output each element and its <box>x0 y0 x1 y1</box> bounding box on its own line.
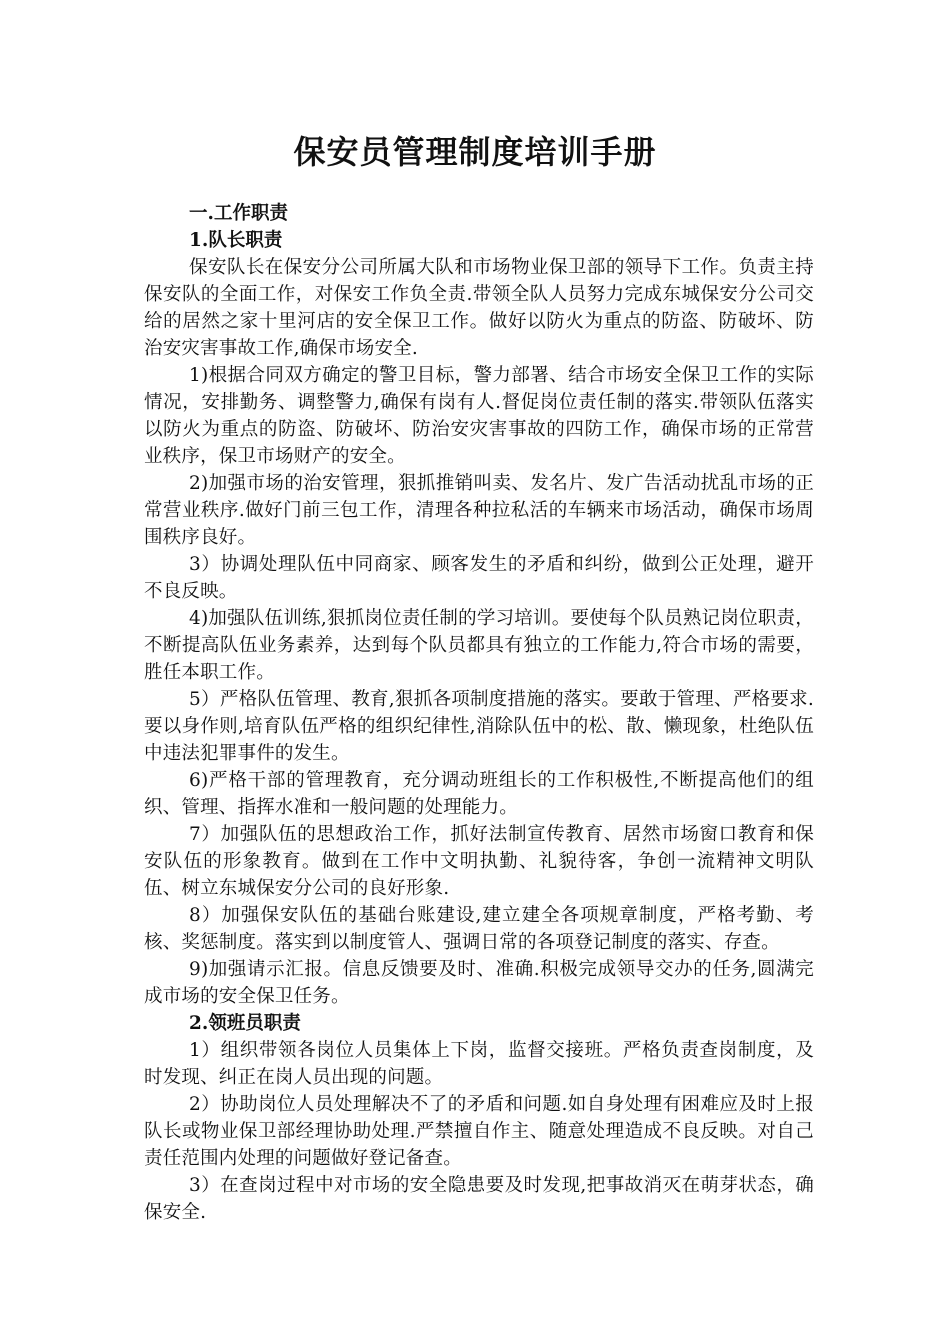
paragraph: 2）协助岗位人员处理解决不了的矛盾和问题.如自身处理有困难应及时上报队长或物业保卫部经理协助处理.严禁擅自作主、随意处理造成不良反映。对自己责任范围内处理的问题做好登记备查。 <box>144 1094 814 1169</box>
paragraph: 9)加强请示汇报。信息反馈要及时、准确.积极完成领导交办的任务,圆满完成市场的安全保卫任务。 <box>144 959 814 1007</box>
paragraph: 4)加强队伍训练,狠抓岗位责任制的学习培训。要使每个队员熟记岗位职责，不断提高队伍业务素养，达到每个队员都具有独立的工作能力,符合市场的需要，胜任本职工作。 <box>144 608 814 683</box>
paragraph: 保安队长在保安分公司所属大队和市场物业保卫部的领导下工作。负责主持保安队的全面工作，对保安工作负全责.带领全队人员努力完成东城保安分公司交给的居然之家十里河店的安全保卫工作。做好以防火为重点的防盗、防破坏、防治安灾害事故工作,确保市场安全. <box>144 257 814 359</box>
paragraph: 6)严格干部的管理教育，充分调动班组长的工作积极性,不断提高他们的组织、管理、指挥水准和一般问题的处理能力。 <box>144 770 814 818</box>
paragraph: 5）严格队伍管理、教育,狠抓各项制度措施的落实。要敢于管理、严格要求.要以身作则,培育队伍严格的组织纪律性,消除队伍中的松、散、懒现象，杜绝队伍中违法犯罪事件的发生。 <box>144 689 814 764</box>
subsection-heading: 2.领班员职责 <box>189 1013 301 1034</box>
section-heading: 一.工作职责 <box>189 203 288 224</box>
page-title: 保安员管理制度培训手册 <box>293 133 657 171</box>
paragraph: 1)根据合同双方确定的警卫目标，警力部署、结合市场安全保卫工作的实际情况，安排勤务、调整警力,确保有岗有人.督促岗位责任制的落实.带领队伍落实以防火为重点的防盗、防破坏、防治安灾害事故的四防工作，确保市场的正常营业秩序，保卫市场财产的安全。 <box>144 365 814 467</box>
subsection-heading: 1.队长职责 <box>189 230 283 251</box>
paragraph: 3）协调处理队伍中同商家、顾客发生的矛盾和纠纷，做到公正处理，避开不良反映。 <box>144 554 814 602</box>
document-body <box>144 200 814 1226</box>
paragraph: 8）加强保安队伍的基础台账建设,建立建全各项规章制度，严格考勤、考核、奖惩制度。落实到以制度管人、强调日常的各项登记制度的落实、存查。 <box>144 905 814 953</box>
paragraph: 1）组织带领各岗位人员集体上下岗，监督交接班。严格负责查岗制度，及时发现、纠正在岗人员出现的问题。 <box>144 1040 814 1088</box>
paragraph: 3）在查岗过程中对市场的安全隐患要及时发现,把事故消灭在萌芽状态，确保安全. <box>144 1175 814 1223</box>
paragraph: 7）加强队伍的思想政治工作，抓好法制宣传教育、居然市场窗口教育和保安队伍的形象教育。做到在工作中文明执勤、礼貌待客，争创一流精神文明队伍、树立东城保安分公司的良好形象. <box>144 824 814 899</box>
paragraph: 2)加强市场的治安管理，狠抓推销叫卖、发名片、发广告活动扰乱市场的正常营业秩序.做好门前三包工作，清理各种拉私活的车辆来市场活动，确保市场周围秩序良好。 <box>144 473 814 548</box>
